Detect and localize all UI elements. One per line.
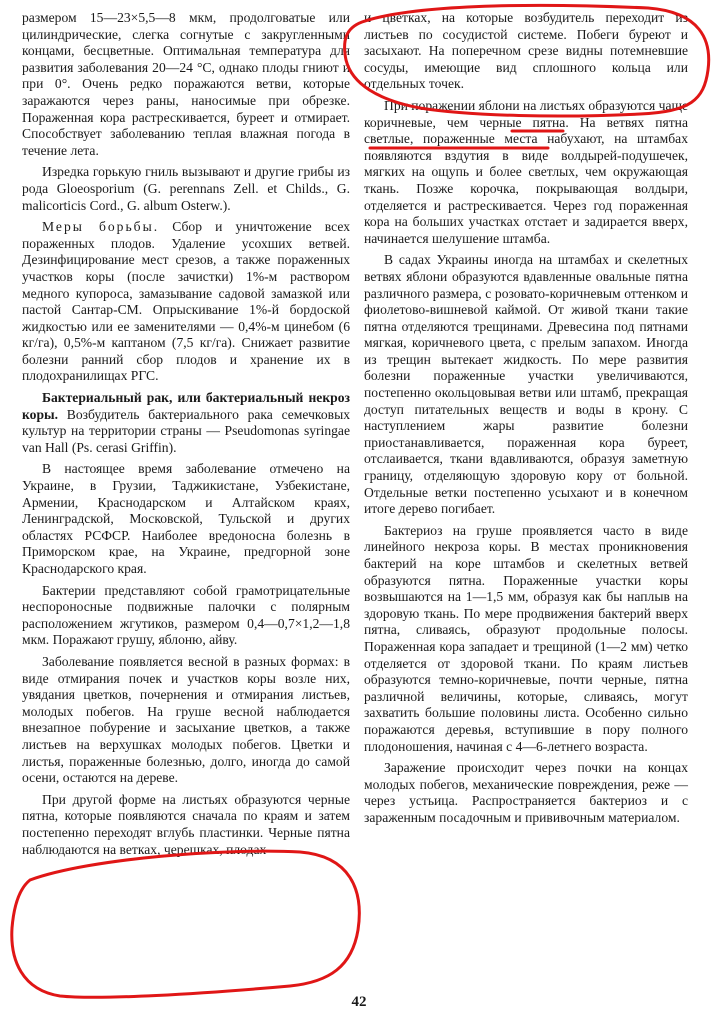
paragraph: Бактерии представляют собой грамотрицательные неспороносные подвижные палочки с полярным расположением жгутиков, размером 0,4—0,7×1,2—1,8 мкм. Поражают грушу, яблоню, айву. xyxy=(22,582,350,648)
paragraph: В садах Украины иногда на штамбах и скелетных ветвях яблони образуются вдавленные овальные пятна различного размера, с розовато-коричневым оттенком и фиолетово-вишневой каймой. От живой ткани такие пятна отделяются трещинами. Древесина под пятнами мягкая, коричневого цвета, с прелым запахом. Иногда из трещин вытекает жидкость. По мере развития болезни пораженные участки увеличиваются, постепенно окольцовывая ветви или штамб, прекращая доступ питательных веществ и воды в крону. С наступлением жары развитие болезни приостанавливается, пораженная кора буреет, отслаивается, ткани вдавливаются, образуя заметную границу, отделяющую здоровую кору от больной. Отдельные ветки постепенно усыхают и в конечном итоге дерево погибает. xyxy=(364,252,688,517)
right-column xyxy=(364,10,688,827)
paragraph xyxy=(364,98,688,247)
paragraph-text: на листьях образуются xyxy=(519,97,659,113)
underlined-word: яблони xyxy=(478,97,520,113)
underlined-phrase: чаще коричневые xyxy=(364,97,688,130)
paragraph-text: , чем черные пятна. На ветвях пятна светлые, пораженные места набухают, на штамбах появляются вздутия в виде волдырей-подушечек, мягких на ощупь и более светлых, чем окружающая ткань. Позже корочка, покрывающая волдыри, отделяется и растрескивается. Через год пораженная кора на больших участках отстает и задирается вверх, начинается шелушение штамба. xyxy=(364,114,688,246)
paragraph: При другой форме на листьях образуются черные пятна, которые появляются сначала по краям и затем постепенно переходят вглубь пластинки. Черные пятна наблюдаются на ветках, черешках, плодах xyxy=(22,791,350,857)
paragraph-text: При поражении xyxy=(384,97,479,113)
section-label: Меры борьбы. xyxy=(42,219,160,235)
section-heading: Бактериальный рак, или бактериальный некроз коры. xyxy=(22,390,350,422)
paragraph: и цветках, на которые возбудитель переходит из листьев по сосудистой системе. Побеги буреют и засыхают. На поперечном срезе видны потемневшие сосуды, имеющие вид сплошного кольца или отдельных точек. xyxy=(364,10,688,92)
paragraph-text: Сбор и уничтожение всех пораженных плодов. Удаление усохших ветвей. Дезинфицирование мест срезов, а также пораженных участков коры (после зачистки) 1%-м раствором медного купороса, замазывание садовой замазкой или пастой Сантар-СМ. Опрыскивание 1%-й бордоской жидкостью или ее заменителями — 0,4%-м цинебом (6 кг/га), 0,5%-м каптаном (7,5 кг/га). Снижает развитие болезни ранний сбор плодов и хранение их в плодохранилищах РГС. xyxy=(22,219,350,384)
paragraph: Изредка горькую гниль вызывают и другие грибы из рода Gloeosporium (G. perennans Zell. et Childs., G. malicorticis Cord., G. album Osterw.). xyxy=(22,164,350,213)
page-number: 42 xyxy=(351,994,367,1010)
paragraph-text: Возбудитель бактериального рака семечковых культур на территории страны — Pseudomonas syringae van Hall (Ps. cerasi Griffin). xyxy=(22,406,350,455)
red-circle-bottom-left xyxy=(12,851,360,997)
paragraph: В настоящее время заболевание отмечено на Украине, в Грузии, Таджикистане, Узбекистане, Армении, Краснодарском и Алтайском краях, Ленинградской, Московской, Тульской и других областях РСФСР. Наиболее вредоносна болезнь в Приморском крае, на Украине, предгорной зоне Краснодарского края. xyxy=(22,461,350,576)
paragraph xyxy=(22,219,350,385)
paragraph xyxy=(22,390,350,456)
left-column xyxy=(22,10,350,858)
paragraph: Заболевание появляется весной в разных формах: в виде отмирания почек и участков коры возле них, увядания цветков, почернения и отмирания листьев, молодых побегов. На груше весной наблюдается внезапное побурение и засыхание цветков, а также листьев на верхушках молодых побегов. Цветки и листья, пораженные болезнью, долго, иногда до самой осени, остаются на дереве. xyxy=(22,653,350,786)
paragraph: Бактериоз на груше проявляется часто в виде линейного некроза коры. В местах проникновения бактерий на коре штамбов и скелетных ветвей образуются пятна. Пораженные участки коры возвышаются на 1—1,5 мм, образуя как бы наплыв на здоровую ткань. По мере продвижения бактерий вверх пятна, сливаясь, образуют продольные полосы. Пораженная кора западает и трещиной (1—2 мм) четко отделяется от здоровой ткани. По краям листьев образуются темно-коричневые, почти черные, пятна различной величины, которые, сливаясь, могут захватить большие половины листа. Особенно сильно поражаются деревья, вступившие в пору полного плодоношения, начиная с 4—6-летнего возраста. xyxy=(364,522,688,754)
paragraph: Заражение происходит через почки на концах молодых побегов, механические повреждения, реже — через устьица. Распространяется бактериоз и с зараженным посадочным и прививочным материалом. xyxy=(364,760,688,825)
paragraph: размером 15—23×5,5—8 мкм, продолговатые или цилиндрические, слегка согнутые с закругленными концами, бесцветные. Оптимальная температура для развития заболевания 20—24 °С, однако плоды гниют и при 0°. Очень редко поражаются ветви, которые заражаются через раны, наносимые при обрезке. Пораженная кора растрескивается, буреет и отмирает. Способствует заболеванию теплая влажная погода в течение лета. xyxy=(22,10,350,158)
